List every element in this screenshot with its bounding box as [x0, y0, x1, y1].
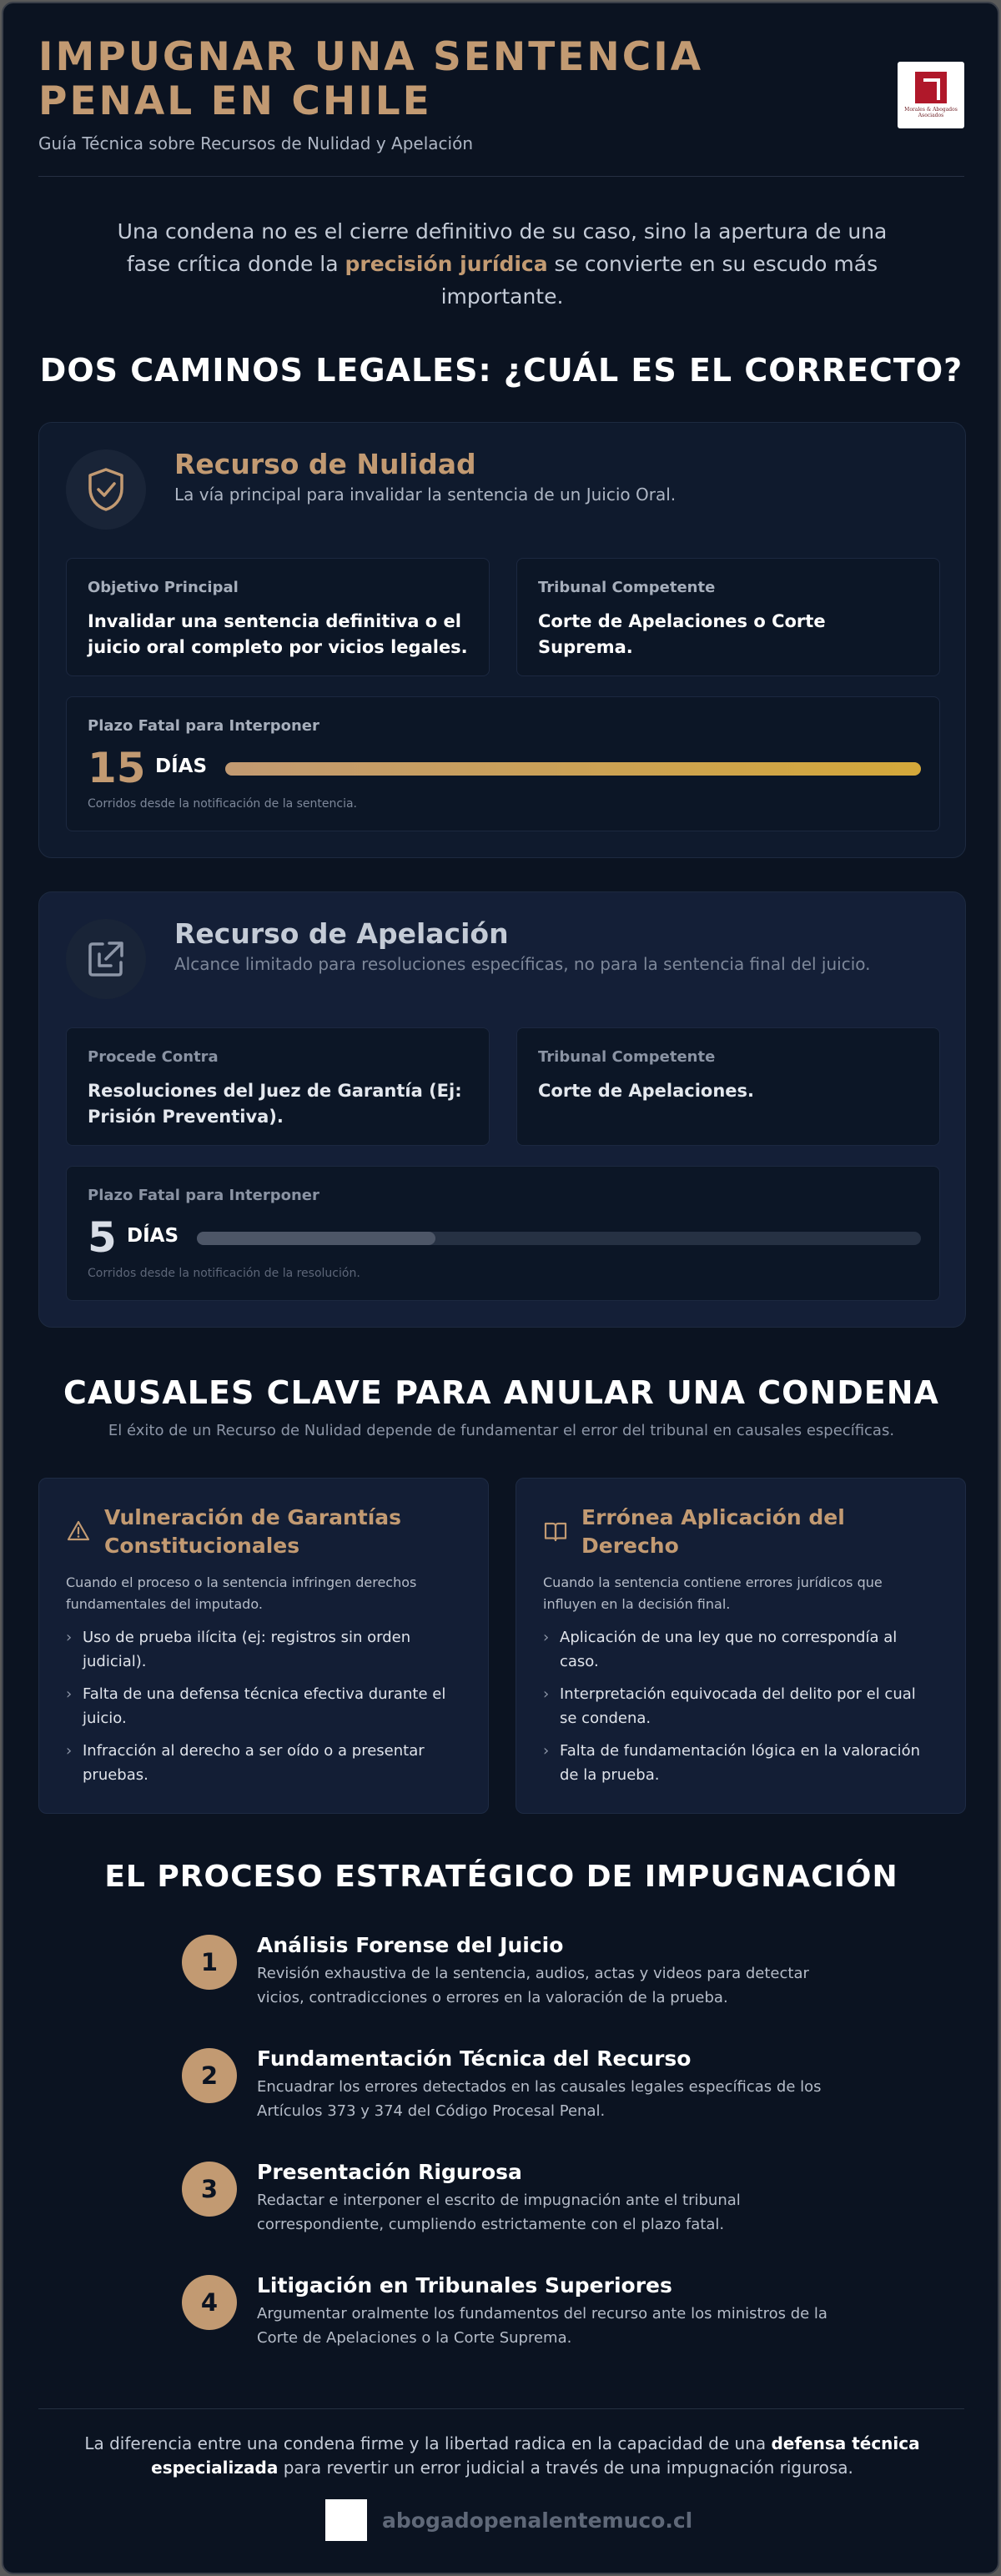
step-title: Fundamentación Técnica del Recurso: [257, 2046, 692, 2071]
list-item: › Uso de prueba ilícita (ej: registros sin orden judicial).: [66, 1625, 458, 1674]
nulidad-court-label: Tribunal Competente: [538, 579, 716, 596]
book-open-icon: [543, 1519, 568, 1544]
nulidad-card: [38, 422, 966, 858]
nulidad-objective-box: [66, 558, 490, 676]
intro-text: [103, 215, 901, 313]
apelacion-court-box: [516, 1027, 940, 1146]
page-subtitle: Guía Técnica sobre Recursos de Nulidad y Apelación: [38, 133, 473, 153]
process-section-title: EL PROCESO ESTRATÉGICO DE IMPUGNACIÓN: [104, 1860, 898, 1894]
step-desc: Argumentar oralmente los fundamentos del recurso ante los ministros de la Corte de Apelaciones o la Corte Suprema.: [257, 2305, 827, 2347]
step-title: Análisis Forense del Juicio: [257, 1933, 564, 1957]
apelacion-court-value: Corte de Apelaciones.: [538, 1081, 755, 1101]
step-desc: Redactar e interponer el escrito de impugnación ante el tribunal correspondiente, cumpliendo estrictamente con el plazo fatal.: [257, 2192, 741, 2233]
footer-divider: [38, 2408, 964, 2409]
intro-part1: Una condena no es el cierre definitivo de su caso, sino la apertura de una fase crítica donde la: [117, 219, 888, 276]
step-number: 2: [182, 2048, 237, 2103]
step-desc: Encuadrar los errores detectados en las causales legales específicas de los Artículos 373 y 374 del Código Procesal Penal.: [257, 2078, 822, 2120]
list-item: › Infracción al derecho a ser oído o a presentar pruebas.: [66, 1739, 458, 1787]
process-step: [182, 2162, 849, 2245]
step-number: 4: [182, 2275, 237, 2330]
process-step: [182, 2048, 849, 2132]
nulidad-deadline-label: Plazo Fatal para Interponer: [88, 717, 319, 735]
nulidad-deadline-bar: [225, 762, 921, 776]
causales-section-title: CAUSALES CLAVE PARA ANULAR UNA CONDENA: [63, 1374, 939, 1411]
page-title: IMPUGNAR UNA SENTENCIA PENAL EN CHILE: [38, 34, 704, 124]
nulidad-desc: La vía principal para invalidar la sentencia de un Juicio Oral.: [174, 485, 677, 505]
cause-guarantees-list: [66, 1625, 458, 1795]
step-desc: Revisión exhaustiva de la sentencia, audios, actas y videos para detectar vicios, contradicciones o errores en la valoración de la prueba.: [257, 1965, 809, 2006]
nulidad-deadline-note: Corridos desde la notificación de la sentencia.: [88, 797, 357, 811]
apelacion-deadline-unit: DÍAS: [127, 1225, 179, 1247]
logo-mark-icon: [915, 72, 947, 103]
cause-guarantees-title: Vulneración de Garantías Constitucionales: [104, 1505, 402, 1558]
cause-guarantees-desc: Cuando el proceso o la sentencia infringen derechos fundamentales del imputado.: [66, 1574, 417, 1612]
nulidad-deadline-unit: DÍAS: [155, 756, 208, 777]
nulidad-deadline-number: 15: [88, 744, 146, 792]
nulidad-deadline-box: [66, 696, 940, 831]
apelacion-scope-value: Resoluciones del Juez de Garantía (Ej: Prisión Preventiva).: [88, 1081, 462, 1127]
footer-text-part1: La diferencia entre una condena firme y la libertad radica en la capacidad de una: [84, 2433, 772, 2453]
apelacion-deadline-label: Plazo Fatal para Interponer: [88, 1187, 319, 1204]
intro-part2: se convierte en su escudo más importante.: [440, 252, 878, 309]
list-item: › Aplicación de una ley que no correspondía al caso.: [543, 1625, 935, 1674]
step-title: Litigación en Tribunales Superiores: [257, 2273, 672, 2297]
step-number: 3: [182, 2162, 237, 2217]
process-step: [182, 2275, 849, 2358]
header-divider: [38, 176, 964, 177]
cause-law-desc: Cuando la sentencia contiene errores jurídicos que influyen en la decisión final.: [543, 1574, 883, 1612]
causales-subtitle: El éxito de un Recurso de Nulidad depende de fundamentar el error del tribunal en causales específicas.: [108, 1422, 895, 1439]
apelacion-deadline-bar-fill: [197, 1232, 435, 1245]
apelacion-scope-label: Procede Contra: [88, 1048, 219, 1066]
apelacion-deadline-number: 5: [88, 1213, 117, 1262]
warning-icon: [66, 1519, 91, 1544]
step-title: Presentación Rigurosa: [257, 2160, 522, 2184]
nulidad-court-value: Corte de Apelaciones o Corte Suprema.: [538, 611, 826, 657]
cause-law-list: [543, 1625, 935, 1795]
header: [38, 35, 964, 177]
apelacion-card: [38, 891, 966, 1328]
logo-text: Morales & Abogados Asociados: [904, 107, 958, 118]
infographic: [2, 2, 999, 2574]
list-item: › Interpretación equivocada del delito por el cual se condena.: [543, 1682, 935, 1730]
nulidad-court-box: [516, 558, 940, 676]
document-edit-icon: [66, 919, 146, 999]
intro-highlight: precisión jurídica: [345, 252, 548, 276]
footer-text: [70, 2432, 934, 2480]
apelacion-scope-box: [66, 1027, 490, 1146]
nulidad-title: Recurso de Nulidad: [174, 448, 476, 480]
apelacion-deadline-box: [66, 1166, 940, 1301]
cause-law-title: Errónea Aplicación del Derecho: [581, 1505, 845, 1558]
nulidad-deadline-bar-fill: [225, 762, 921, 776]
list-item: › Falta de una defensa técnica efectiva durante el juicio.: [66, 1682, 458, 1730]
apelacion-desc: Alcance limitado para resoluciones específicas, no para la sentencia final del juicio.: [174, 954, 871, 974]
footer-logo: [325, 2499, 367, 2541]
footer-text-part2: para revertir un error judicial a través de una impugnación rigurosa.: [278, 2458, 853, 2478]
firm-logo: [898, 62, 964, 128]
footer-brand: [325, 2498, 692, 2542]
step-number: 1: [182, 1935, 237, 1990]
apelacion-title: Recurso de Apelación: [174, 917, 509, 950]
process-step: [182, 1935, 849, 2018]
nulidad-objective-label: Objetivo Principal: [88, 579, 239, 596]
footer-text-bold: defensa técnica especializada: [151, 2433, 920, 2478]
website-link[interactable]: abogadopenalentemuco.cl: [382, 2508, 693, 2533]
shield-check-icon: [66, 449, 146, 530]
apelacion-deadline-bar: [197, 1232, 921, 1245]
apelacion-deadline-note: Corridos desde la notificación de la resolución.: [88, 1267, 360, 1280]
list-item: › Falta de fundamentación lógica en la valoración de la prueba.: [543, 1739, 935, 1787]
apelacion-court-label: Tribunal Competente: [538, 1048, 716, 1066]
cause-card-guarantees: [38, 1478, 489, 1814]
paths-section-title: DOS CAMINOS LEGALES: ¿CUÁL ES EL CORRECTO?: [39, 352, 963, 389]
cause-card-law: [516, 1478, 966, 1814]
nulidad-objective-value: Invalidar una sentencia definitiva o el juicio oral completo por vicios legales.: [88, 611, 468, 657]
